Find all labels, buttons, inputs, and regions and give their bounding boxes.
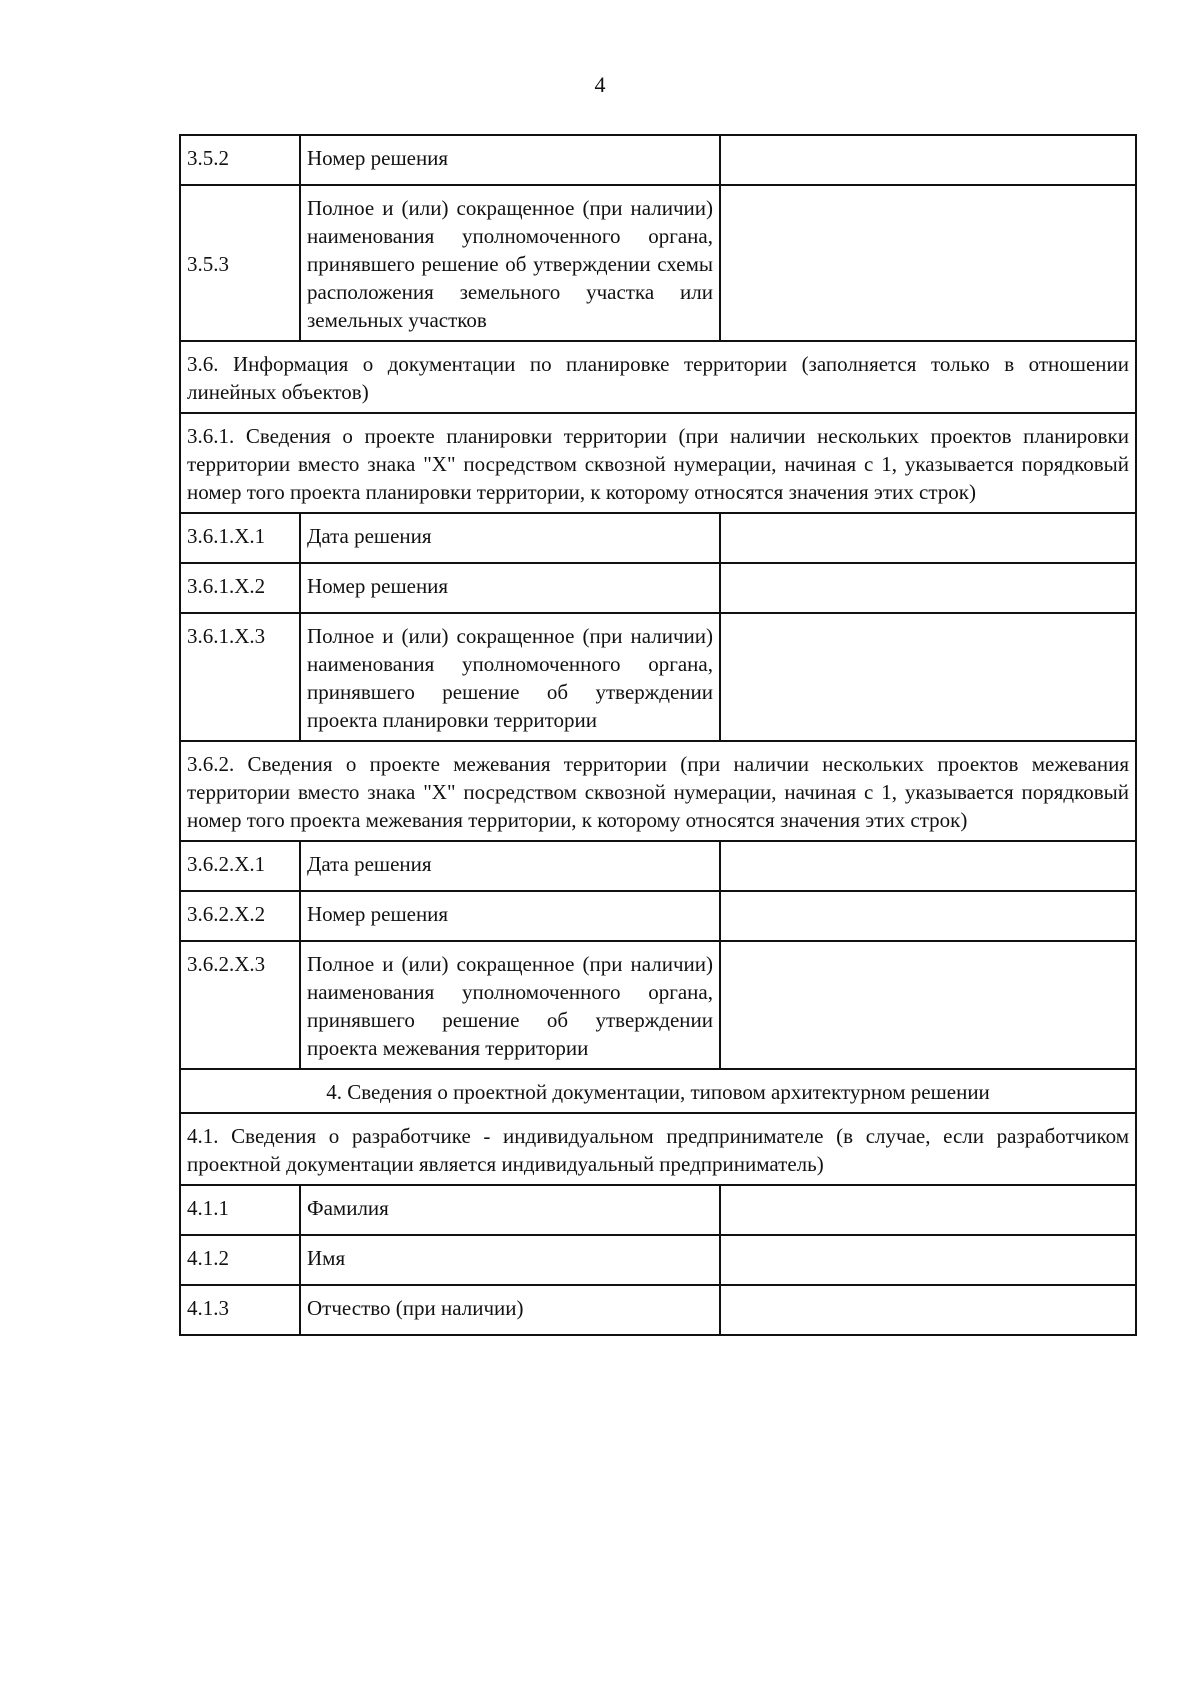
section-heading: 3.6. Информация о документации по планировке территории (заполняется только в отношении линейных объектов) [180, 341, 1136, 413]
section-row [180, 413, 1136, 513]
section-row [180, 1113, 1136, 1185]
row-number: 3.5.2 [180, 135, 300, 185]
section-row [180, 1069, 1136, 1113]
table-row [180, 513, 1136, 563]
table-row [180, 185, 1136, 341]
row-value-cell[interactable] [720, 891, 1136, 941]
page-number: 4 [594, 72, 606, 97]
row-number: 3.6.2.X.2 [180, 891, 300, 941]
row-value-cell[interactable] [720, 841, 1136, 891]
form-table [179, 134, 1137, 1336]
row-number: 3.6.2.X.3 [180, 941, 300, 1069]
table-row [180, 1235, 1136, 1285]
row-value-cell[interactable] [720, 1285, 1136, 1335]
row-number: 4.1.3 [180, 1285, 300, 1335]
row-label: Полное и (или) сокращенное (при наличии) наименования уполномоченного органа, принявшего решение об утверждении схемы расположения земельного участка или земельных участков [300, 185, 720, 341]
row-number: 3.6.1.X.2 [180, 563, 300, 613]
row-value-cell[interactable] [720, 1185, 1136, 1235]
row-value-cell[interactable] [720, 563, 1136, 613]
row-number: 4.1.1 [180, 1185, 300, 1235]
section-heading: 4.1. Сведения о разработчике - индивидуальном предпринимателе (в случае, если разработчиком проектной документации является индивидуальный предприниматель) [180, 1113, 1136, 1185]
row-number: 4.1.2 [180, 1235, 300, 1285]
section-heading: 4. Сведения о проектной документации, типовом архитектурном решении [180, 1069, 1136, 1113]
row-number: 3.6.1.X.1 [180, 513, 300, 563]
row-value-cell[interactable] [720, 613, 1136, 741]
table-row [180, 841, 1136, 891]
row-value-cell[interactable] [720, 513, 1136, 563]
row-label: Имя [300, 1235, 720, 1285]
table-row [180, 135, 1136, 185]
row-number: 3.6.1.X.3 [180, 613, 300, 741]
row-label: Номер решения [300, 891, 720, 941]
row-value-cell[interactable] [720, 185, 1136, 341]
table-row [180, 563, 1136, 613]
table-row [180, 1185, 1136, 1235]
row-value-cell[interactable] [720, 1235, 1136, 1285]
table-row [180, 941, 1136, 1069]
table-row [180, 613, 1136, 741]
row-label: Номер решения [300, 135, 720, 185]
row-label: Отчество (при наличии) [300, 1285, 720, 1335]
table-row [180, 891, 1136, 941]
row-label: Дата решения [300, 841, 720, 891]
row-label: Дата решения [300, 513, 720, 563]
row-value-cell[interactable] [720, 941, 1136, 1069]
row-label: Фамилия [300, 1185, 720, 1235]
table-row [180, 1285, 1136, 1335]
row-number: 3.6.2.X.1 [180, 841, 300, 891]
section-row [180, 341, 1136, 413]
section-row [180, 741, 1136, 841]
row-number: 3.5.3 [180, 185, 300, 341]
row-label: Полное и (или) сокращенное (при наличии) наименования уполномоченного органа, принявшего решение об утверждении проекта межевания территории [300, 941, 720, 1069]
row-label: Полное и (или) сокращенное (при наличии) наименования уполномоченного органа, принявшего решение об утверждении проекта планировки территории [300, 613, 720, 741]
section-heading: 3.6.2. Сведения о проекте межевания территории (при наличии нескольких проектов межевания территории вместо знака "X" посредством сквозной нумерации, начиная с 1, указывается порядковый номер того проекта межевания территории, к которому относятся значения этих строк) [180, 741, 1136, 841]
section-heading: 3.6.1. Сведения о проекте планировки территории (при наличии нескольких проектов планировки территории вместо знака "X" посредством сквозной нумерации, начиная с 1, указывается порядковый номер того проекта планировки территории, к которому относятся значения этих строк) [180, 413, 1136, 513]
row-value-cell[interactable] [720, 135, 1136, 185]
row-label: Номер решения [300, 563, 720, 613]
